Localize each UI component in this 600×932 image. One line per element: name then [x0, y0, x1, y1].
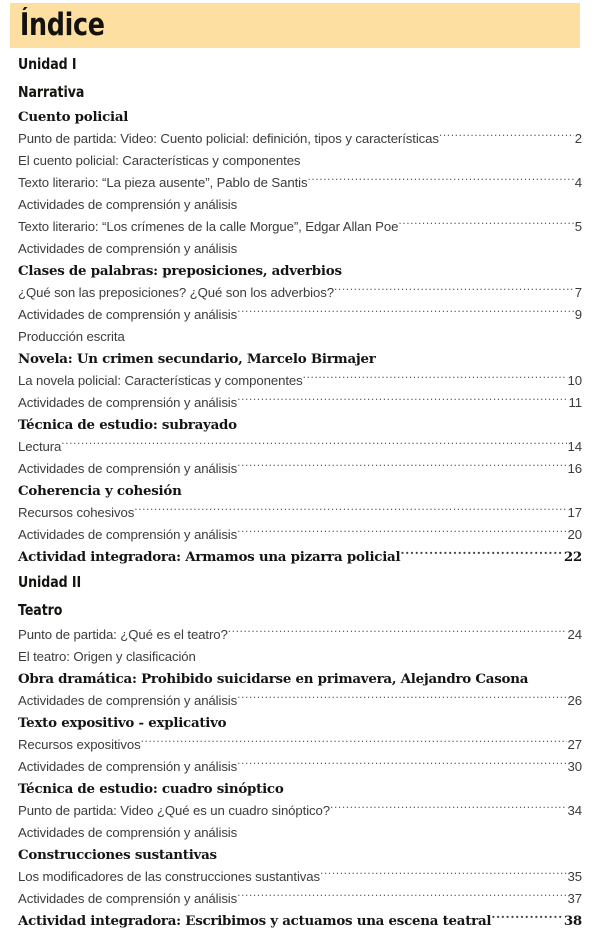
toc-entry[interactable] [18, 392, 582, 414]
toc-section-heading-label: Clases de palabras: preposiciones, adverbios [18, 263, 342, 279]
dot-leader [237, 460, 566, 473]
toc-section-heading[interactable] [18, 106, 582, 128]
dot-leader [61, 438, 566, 451]
toc-entry-label: Punto de partida: ¿Qué es el teatro? [18, 627, 228, 642]
toc-entry-label: La novela policial: Características y componentes [18, 373, 303, 388]
toc-section-heading[interactable] [18, 414, 582, 436]
toc-page-number: 4 [574, 175, 582, 190]
toc-entry[interactable] [18, 866, 582, 888]
toc-entry[interactable] [18, 436, 582, 458]
toc-entry-label: ¿Qué son las preposiciones? ¿Qué son los adverbios? [18, 285, 334, 300]
toc-page-number: 26 [567, 693, 582, 708]
toc-entry-label: Punto de partida: Video: Cuento policial: definición, tipos y características [18, 131, 439, 146]
dot-leader [491, 912, 563, 925]
toc-section-heading[interactable] [18, 910, 582, 932]
dot-leader [237, 692, 566, 705]
toc-page-number: 2 [574, 131, 582, 146]
toc-discipline-heading[interactable] [18, 596, 582, 624]
toc-entry[interactable] [18, 326, 582, 348]
toc-unit-heading[interactable] [18, 50, 582, 78]
toc-entry[interactable] [18, 172, 582, 194]
toc-unit-heading[interactable] [18, 568, 582, 596]
toc-section-heading[interactable] [18, 778, 582, 800]
toc-entry-label: Lectura [18, 439, 62, 454]
toc-entry-label: Actividades de comprensión y análisis [18, 693, 238, 708]
toc-entry[interactable] [18, 304, 582, 326]
toc-unit-heading-label: Unidad II [18, 572, 82, 591]
toc-entry[interactable] [18, 282, 582, 304]
toc-section-heading[interactable] [18, 260, 582, 282]
toc-entry[interactable] [18, 624, 582, 646]
dot-leader [128, 108, 582, 121]
dot-leader [376, 350, 582, 363]
toc-entry[interactable] [18, 238, 582, 260]
toc-entry[interactable] [18, 822, 582, 844]
toc-discipline-heading-label: Narrativa [18, 82, 85, 101]
toc-entry-label: Actividades de comprensión y análisis [18, 197, 238, 212]
toc-section-heading-label: Técnica de estudio: subrayado [18, 417, 237, 433]
toc-section-heading[interactable] [18, 348, 582, 370]
title-band [10, 3, 580, 48]
toc-section-heading[interactable] [18, 546, 582, 568]
dot-leader [228, 626, 567, 639]
dot-leader [237, 240, 582, 253]
dot-leader [439, 130, 574, 143]
toc-entry-label: Actividades de comprensión y análisis [18, 891, 238, 906]
dot-leader [300, 152, 582, 165]
toc-entry-label: Actividades de comprensión y análisis [18, 527, 238, 542]
toc-entry-label: Punto de partida: Video ¿Qué es un cuadro sinóptico? [18, 803, 331, 818]
toc-page-number: 9 [574, 307, 582, 322]
toc-page-number: 24 [567, 627, 582, 642]
toc-section-heading-label: Novela: Un crimen secundario, Marcelo Birmajer [18, 351, 376, 367]
dot-leader [237, 196, 582, 209]
dot-leader [334, 284, 574, 297]
toc-section-heading[interactable] [18, 480, 582, 502]
toc-entry-label: Actividades de comprensión y análisis [18, 307, 238, 322]
toc-page-number: 17 [567, 505, 582, 520]
toc-entry-label: Actividades de comprensión y análisis [18, 461, 238, 476]
dot-leader [125, 328, 582, 341]
dot-leader [237, 890, 566, 903]
toc-section-heading-label: Obra dramática: Prohibido suicidarse en primavera, Alejandro Casona [18, 671, 529, 687]
dot-leader [342, 262, 582, 275]
toc-entry[interactable] [18, 370, 582, 392]
toc-discipline-heading[interactable] [18, 78, 582, 106]
toc-section-heading-label: Técnica de estudio: cuadro sinóptico [18, 781, 284, 797]
dot-leader [237, 394, 567, 407]
dot-leader [398, 218, 573, 231]
toc-entry[interactable] [18, 458, 582, 480]
dot-leader [237, 306, 574, 319]
dot-leader [237, 526, 566, 539]
toc-page-number: 30 [567, 759, 582, 774]
toc-entry[interactable] [18, 194, 582, 216]
toc-page-number: 35 [567, 869, 582, 884]
dot-leader [182, 482, 582, 495]
toc-section-heading[interactable] [18, 844, 582, 866]
dot-leader [330, 802, 567, 815]
toc-page-number: 11 [568, 395, 582, 410]
toc-section-heading[interactable] [18, 712, 582, 734]
dot-leader [308, 174, 574, 187]
dot-leader [141, 736, 567, 749]
toc-section-heading-label: Coherencia y cohesión [18, 483, 182, 499]
page-title: Índice [19, 7, 105, 43]
toc-page-number: 10 [567, 373, 582, 388]
toc-page-number: 16 [567, 461, 582, 476]
toc-entry-label: Los modificadores de las construcciones sustantivas [18, 869, 321, 884]
toc-page-number: 27 [567, 737, 582, 752]
toc-entry[interactable] [18, 216, 582, 238]
toc-section-heading-label: Actividad integradora: Escribimos y actuamos una escena teatral [18, 913, 492, 929]
toc-entry[interactable] [18, 888, 582, 910]
toc-entry[interactable] [18, 502, 582, 524]
toc-section-heading-label: Texto expositivo - explicativo [18, 715, 227, 731]
dot-leader [237, 758, 566, 771]
toc-page-number: 14 [567, 439, 582, 454]
toc-page-number: 37 [567, 891, 582, 906]
toc-section-heading[interactable] [18, 668, 582, 690]
toc-entry[interactable] [18, 690, 582, 712]
toc-unit-heading-label: Unidad I [18, 54, 77, 73]
toc-entry[interactable] [18, 128, 582, 150]
dot-leader [303, 372, 567, 385]
toc-entry[interactable] [18, 800, 582, 822]
toc-entry[interactable] [18, 734, 582, 756]
toc-entry-label: El cuento policial: Características y componentes [18, 153, 301, 168]
toc-entry-label: Actividades de comprensión y análisis [18, 241, 238, 256]
dot-leader [237, 824, 582, 837]
toc-entry-label: Actividades de comprensión y análisis [18, 759, 238, 774]
dot-leader [134, 504, 566, 517]
toc-section-heading-label: Cuento policial [18, 109, 129, 125]
toc-entry-label: Actividades de comprensión y análisis [18, 395, 238, 410]
toc-section-heading-label: Construcciones sustantivas [18, 847, 217, 863]
toc-discipline-heading-label: Teatro [18, 600, 63, 619]
toc-entry-label: El teatro: Origen y clasificación [18, 649, 196, 664]
dot-leader [226, 714, 582, 727]
dot-leader [284, 780, 582, 793]
dot-leader [528, 670, 582, 683]
toc-entry-label: Actividades de comprensión y análisis [18, 825, 238, 840]
toc-page-number: 7 [574, 285, 582, 300]
toc-page-number: 38 [563, 913, 582, 929]
dot-leader [196, 648, 582, 661]
toc-page-number: 20 [567, 527, 582, 542]
toc-section-heading-label: Actividad integradora: Armamos una pizarra policial [18, 549, 401, 565]
dot-leader [400, 548, 563, 561]
dot-leader [320, 868, 566, 881]
toc-entry[interactable] [18, 646, 582, 668]
toc-entry-label: Producción escrita [18, 329, 125, 344]
toc-entry-label: Texto literario: “Los crímenes de la calle Morgue”, Edgar Allan Poe [18, 219, 399, 234]
toc-entry-label: Texto literario: “La pieza ausente”, Pablo de Santis [18, 175, 308, 190]
toc-page-number: 22 [563, 549, 582, 565]
toc-page-number: 5 [574, 219, 582, 234]
toc-entry-label: Recursos cohesivos [18, 505, 135, 520]
table-of-contents [18, 50, 582, 932]
toc-entry[interactable] [18, 150, 582, 172]
toc-entry-label: Recursos expositivos [18, 737, 141, 752]
toc-page-number: 34 [567, 803, 582, 818]
toc-entry[interactable] [18, 524, 582, 546]
toc-entry[interactable] [18, 756, 582, 778]
dot-leader [237, 416, 582, 429]
